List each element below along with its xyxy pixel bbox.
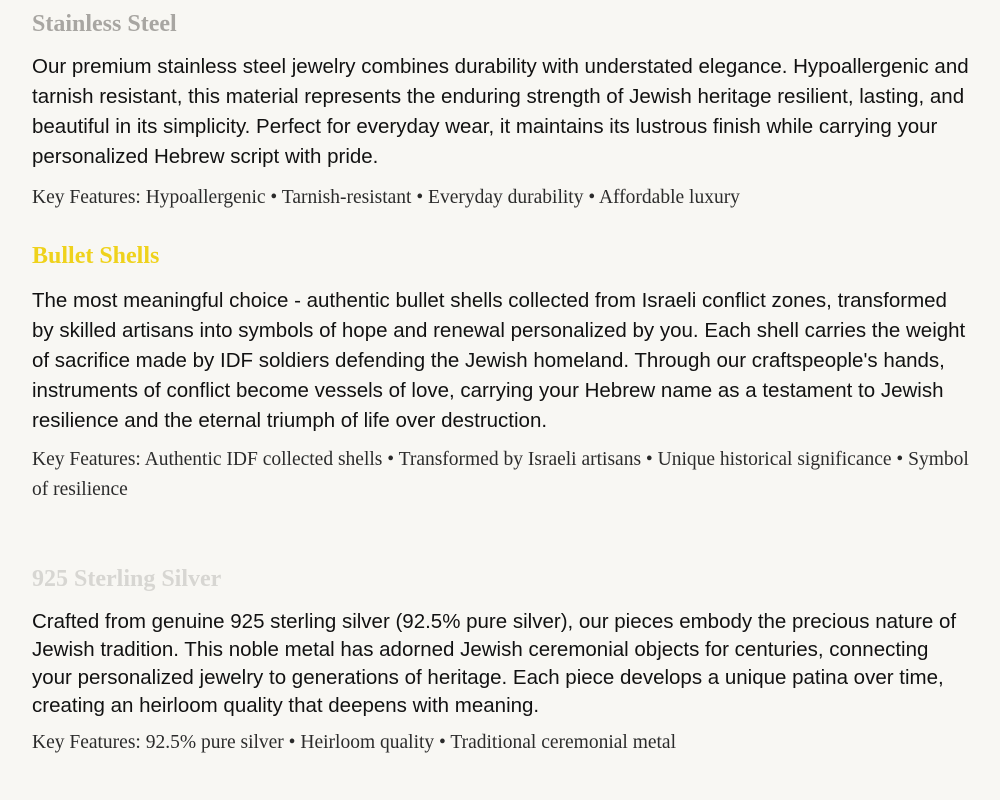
material-section-stainless-steel — [32, 9, 970, 213]
material-section-sterling-silver — [32, 564, 970, 758]
key-features: Key Features: Hypoallergenic • Tarnish-resistant • Everyday durability • Affordable luxury — [32, 187, 740, 208]
key-features: Key Features: 92.5% pure silver • Heirloom quality • Traditional ceremonial metal — [32, 732, 677, 753]
section-title: Bullet Shells — [32, 243, 160, 269]
section-title: 925 Sterling Silver — [32, 566, 222, 592]
section-description: The most meaningful choice - authentic bullet shells collected from Israeli conflict zones, transformed by skilled artisans into symbols of hope and renewal personalized by you. Each shell carries the weight of sacrifice made by IDF soldiers defending the Jewish homeland. Through our craftspeople's hands, instruments of conflict become vessels of love, carrying your Hebrew name as a testament to Jewish resilience and the eternal triumph of life over destruction. — [32, 289, 966, 432]
material-section-bullet-shells — [32, 241, 970, 505]
key-features: Key Features: Authentic IDF collected shells • Transformed by Israeli artisans • Unique historical significance • Symbol of resilience — [32, 449, 969, 500]
section-title: Stainless Steel — [32, 11, 177, 37]
section-description: Crafted from genuine 925 sterling silver (92.5% pure silver), our pieces embody the precious nature of Jewish tradition. This noble metal has adorned Jewish ceremonial objects for centuries, connecting your personalized jewelry to generations of heritage. Each piece develops a unique patina over time, creating an heirloom quality that deepens with meaning. — [32, 610, 957, 717]
section-description: Our premium stainless steel jewelry combines durability with understated elegance. Hypoallergenic and tarnish resistant, this material represents the enduring strength of Jewish heritage resilient, lasting, and beautiful in its simplicity. Perfect for everyday wear, it maintains its lustrous finish while carrying your personalized Hebrew script with pride. — [32, 55, 969, 168]
